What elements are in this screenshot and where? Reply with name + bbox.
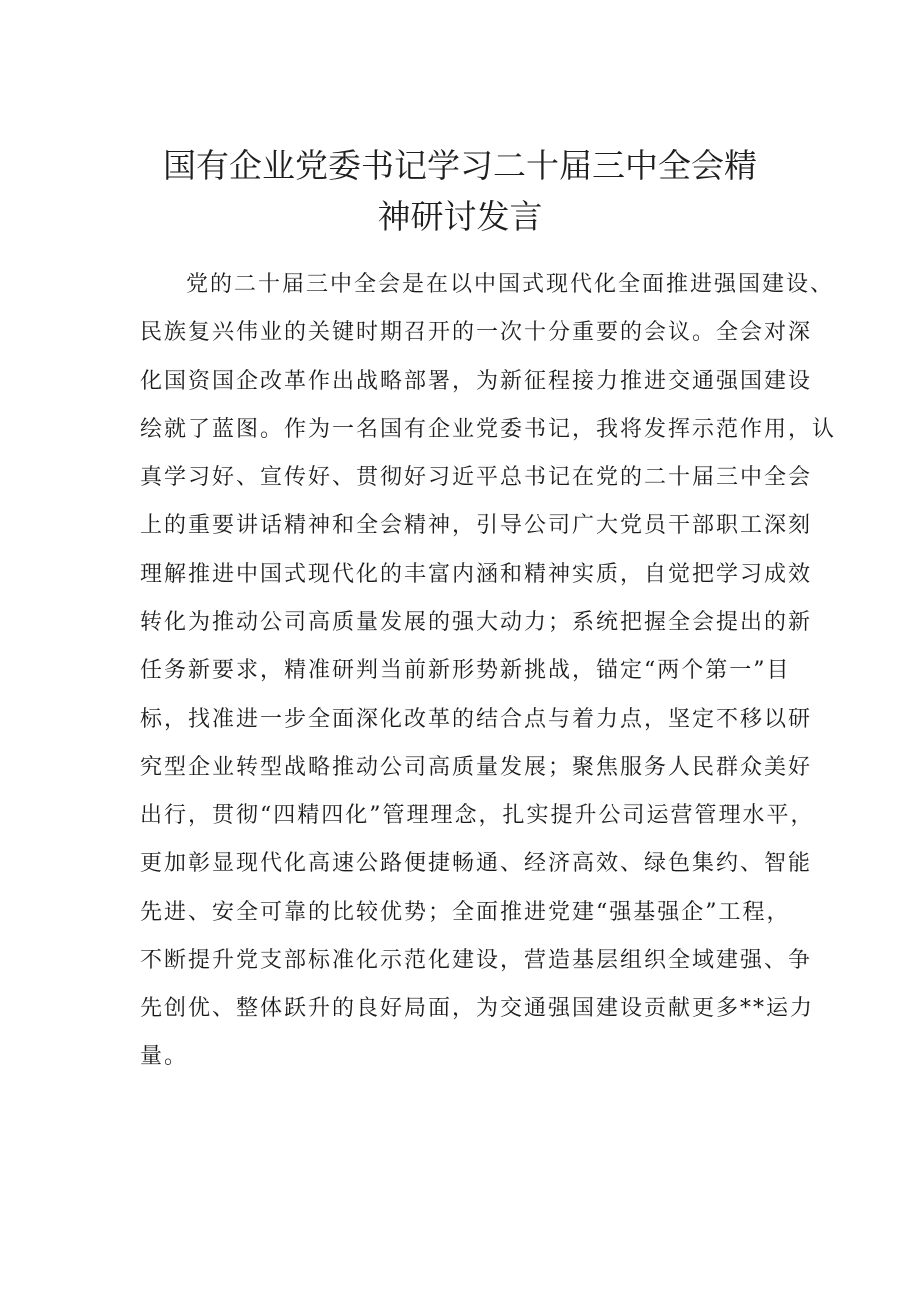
paragraph-line: 真学习好、宣传好、贯彻好习近平总书记在党的二十届三中全会 [140, 465, 813, 490]
paragraph-line: 化国资国企改革作出战略部署，为新征程接力推进交通强国建设 [140, 369, 813, 394]
paragraph-line: 究型企业转型战略推动公司高质量发展；聚焦服务人民群众美好 [140, 755, 813, 780]
paragraph-line: 转化为推动公司高质量发展的强大动力；系统把握全会提出的新 [140, 610, 813, 635]
paragraph-line: 党的二十届三中全会是在以中国式现代化全面推进强国建设、 [186, 272, 835, 297]
paragraph-line: 先创优、整体跃升的良好局面，为交通强国建设贡献更多**运力 [140, 996, 815, 1021]
paragraph-line: 先进、安全可靠的比较优势；全面推进党建“强基强企”工程， [140, 900, 791, 925]
paragraph-line: 绘就了蓝图。作为一名国有企业党委书记，我将发挥示范作用，认 [140, 417, 837, 442]
paragraph-line: 任务新要求，精准研判当前新形势新挑战，锚定“两个第一”目 [140, 658, 791, 683]
paragraph-line: 出行，贯彻“四精四化”管理理念，扎实提升公司运营管理水平， [140, 803, 815, 828]
document-title-line-1: 国有企业党委书记学习二十届三中全会精 [163, 146, 757, 185]
paragraph-line: 不断提升党支部标准化示范化建设，营造基层组织全域建强、争 [140, 948, 813, 973]
paragraph-line: 上的重要讲话精神和全会精神，引导公司广大党员干部职工深刻 [140, 513, 813, 538]
paragraph-line: 量。 [140, 1044, 189, 1069]
paragraph-line: 民族复兴伟业的关键时期召开的一次十分重要的会议。全会对深 [140, 320, 813, 345]
document-title-line-2: 神研讨发言 [377, 197, 543, 236]
paragraph-line: 标，找准进一步全面深化改革的结合点与着力点，坚定不移以研 [140, 707, 813, 732]
paragraph-line: 理解推进中国式现代化的丰富内涵和精神实质，自觉把学习成效 [140, 562, 813, 587]
paragraph-line: 更加彰显现代化高速公路便捷畅通、经济高效、绿色集约、智能 [140, 851, 813, 876]
